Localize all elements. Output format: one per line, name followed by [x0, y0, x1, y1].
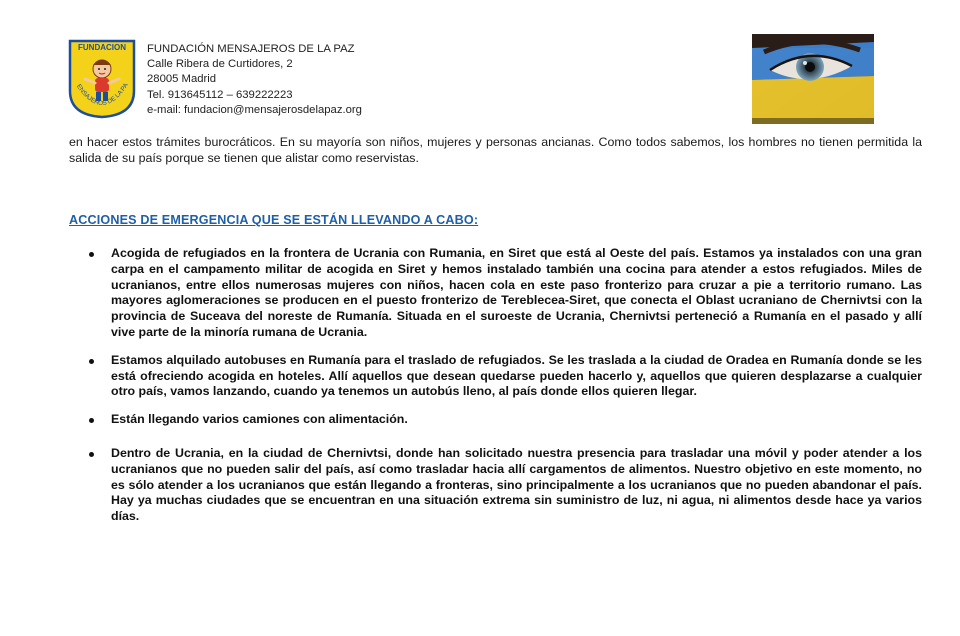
- section-heading: ACCIONES DE EMERGENCIA QUE SE ESTÁN LLEVANDO A CABO:: [69, 213, 479, 227]
- org-name: FUNDACIÓN MENSAJEROS DE LA PAZ: [147, 43, 355, 55]
- ukraine-flag-eye-photo: [752, 34, 874, 124]
- list-item: [111, 353, 922, 400]
- bullet-icon: [89, 252, 94, 257]
- list-item-text: Están llegando varios camiones con alimentación.: [111, 412, 408, 427]
- logo-bottom-text: ENSAJEROS DE LA PA: [74, 81, 130, 108]
- org-email: e-mail: fundacion@mensajerosdelapaz.org: [147, 103, 362, 116]
- bullet-icon: [89, 359, 94, 364]
- intro-paragraph: en hacer estos trámites burocráticos. En su mayoría son niños, mujeres y personas ancianas. Como todos sabemos, los hombres no tienen permitida la salida de su país porque se tienen que alistar como reservistas.: [69, 135, 922, 165]
- org-phone: Tel. 913645112 – 639222223: [147, 88, 293, 101]
- list-item-text: Acogida de refugiados en la frontera de Ucrania con Rumania, en Siret que está al Oeste del país. Estamos ya instalados con una gran carpa en el campamento militar de acogida en Siret y hemos instalado también una cocina para atender a estos refugiados. Miles de ucranianos, entre ellos numerosas mujeres con niños, hacen cola en este paso fronterizo para cruzar a pie a territorio rumano. Las mayores aglomeraciones se producen en el puesto fronterizo de Tereblecea-Siret, que conecta el Oblast ucraniano de Chernivtsi con la provincia de Suceava del noreste de Rumanía. Situada en el suroeste de Ucrania, Chernivtsi perteneció a Rumanía en el pasado y allí vive parte de la minoría rumana de Ucrania.: [111, 246, 922, 339]
- list-item-text: Estamos alquilado autobuses en Rumanía para el traslado de refugiados. Se les traslada a la ciudad de Oradea en Rumanía donde se les está ofreciendo acogida en hoteles. Allí aquellos que desean quedarse pueden hacerlo y, aquellos que quieren desplazarse a cualquier otro país, vamos lanzando, cuando ya tenemos un autobús lleno, al país donde ellos quieren llegar.: [111, 352, 922, 399]
- organization-info: [147, 42, 362, 118]
- list-item: [111, 412, 922, 428]
- bullet-icon: [89, 452, 94, 457]
- bullet-icon: [89, 418, 94, 423]
- org-address-line1: Calle Ribera de Curtidores, 2: [147, 58, 293, 71]
- eye-photo-graphic: [752, 34, 874, 124]
- org-address-line2: 28005 Madrid: [147, 73, 217, 86]
- list-item: [111, 446, 922, 525]
- foundation-logo: [68, 39, 136, 119]
- logo-top-text: FUNDACION: [78, 43, 126, 52]
- emergency-actions-list: [111, 246, 922, 525]
- foundation-logo-graphic: [68, 39, 136, 119]
- list-item-text: Dentro de Ucrania, en la ciudad de Chernivtsi, donde han solicitado nuestra presencia para trasladar una móvil y poder atender a los ucranianos que no pueden salir del país, así como trasladar hacia allí cargamentos de alimentos. Nuestro objetivo en este momento, no es sólo atender a los ucranianos que están llegando a fronteras, sino principalmente a los ucranianos que no pueden abandonar el país. Hay ya muchas ciudades que se encuentran en una situación extrema sin suministro de luz, ni agua, ni alimentos desde hace ya varios días.: [111, 445, 922, 524]
- list-item: [111, 246, 922, 341]
